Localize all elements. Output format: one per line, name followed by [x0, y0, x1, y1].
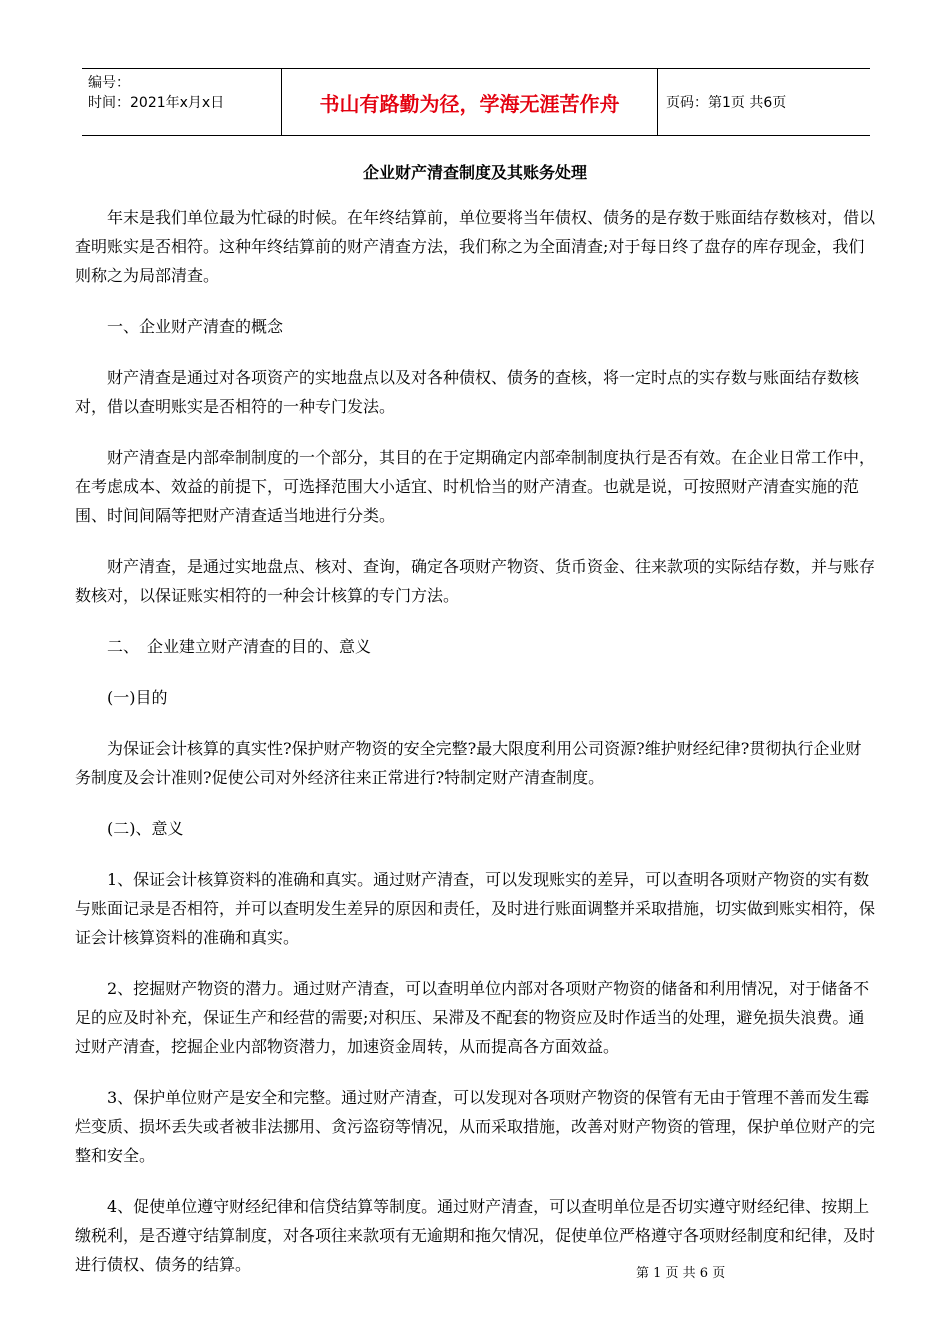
header-page-info: 页码：第1页 共6页 — [666, 95, 787, 111]
paragraph: 财产清查，是通过实地盘点、核对、查询，确定各项财产物资、货币资金、往来款项的实际结存数，并与账存数核对，以保证账实相符的一种会计核算的专门方法。 — [75, 557, 876, 605]
footer-page-number: 第 1 页 共 6 页 — [636, 1266, 726, 1281]
subsection-heading-significance: (二)、意义 — [107, 819, 184, 838]
date-label: 时间：2021年x月x日 — [88, 95, 225, 111]
paragraph: 财产清查是通过对各项资产的实地盘点以及对各种债权、债务的查核，将一定时点的实存数与账面结存数核对，借以查明账实是否相符的一种专门发法。 — [75, 368, 860, 416]
paragraph: 2、挖掘财产物资的潜力。通过财产清查，可以查明单位内部对各项财产物资的储备和利用情况，对于储备不足的应及时补充，保证生产和经营的需要;对积压、呆滞及不配套的物资应及时作适当的处理，避免损失浪费。通过财产清查，挖掘企业内部物资潜力，加速资金周转，从而提高各方面效益。 — [75, 979, 870, 1056]
paragraph: 3、保护单位财产是安全和完整。通过财产清查，可以发现对各项财产物资的保管有无由于管理不善而发生霉烂变质、损坏丢失或者被非法挪用、贪污盗窃等情况，从而采取措施，改善对财产物资的管理，保护单位财产的完整和安全。 — [75, 1088, 876, 1165]
document-title: 企业财产清查制度及其账务处理 — [362, 163, 587, 182]
header-meta — [82, 69, 282, 135]
section-heading-2: 二、 企业建立财产清查的目的、意义 — [107, 637, 372, 656]
section-heading-1: 一、企业财产清查的概念 — [107, 317, 284, 336]
paragraph: 4、促使单位遵守财经纪律和信贷结算等制度。通过财产清查，可以查明单位是否切实遵守财经纪律、按期上缴税利，是否遵守结算制度，对各项往来款项有无逾期和拖欠情况，促使单位严格遵守各项财经制度和纪律，及时进行债权、债务的结算。 — [75, 1197, 876, 1274]
paragraph: 1、保证会计核算资料的准确和真实。通过财产清查，可以发现账实的差异，可以查明各项财产物资的实有数与账面记录是否相符，并可以查明发生差异的原因和责任，及时进行账面调整并采取措施，切实做到账实相符，保证会计核算资料的准确和真实。 — [75, 870, 876, 947]
paragraph-intro: 年末是我们单位最为忙碌的时候。在年终结算前，单位要将当年债权、债务的是存数于账面结存数核对，借以查明账实是否相符。这种年终结算前的财产清查方法，我们称之为全面清查;对于每日终了盘存的库存现金，我们则称之为局部清查。 — [75, 208, 876, 285]
serial-number-label: 编号： — [88, 75, 130, 91]
subsection-heading-purpose: (一)目的 — [107, 688, 168, 707]
document-header — [82, 68, 870, 136]
paragraph: 财产清查是内部牵制制度的一个部分，其目的在于定期确定内部牵制制度执行是否有效。在企业日常工作中，在考虑成本、效益的前提下，可选择范围大小适宜、时机恰当的财产清查。也就是说，可按照财产清查实施的范围、时间间隔等把财产清查适当地进行分类。 — [75, 448, 876, 525]
header-motto: 书山有路勤为径，学海无涯苦作舟 — [282, 69, 658, 135]
document-body — [75, 203, 875, 1301]
paragraph: 为保证会计核算的真实性?保护财产物资的安全完整?最大限度利用公司资源?维护财经纪律?贯彻执行企业财务制度及会计准则?促使公司对外经济往来正常进行?特制定财产清查制度。 — [75, 739, 862, 787]
